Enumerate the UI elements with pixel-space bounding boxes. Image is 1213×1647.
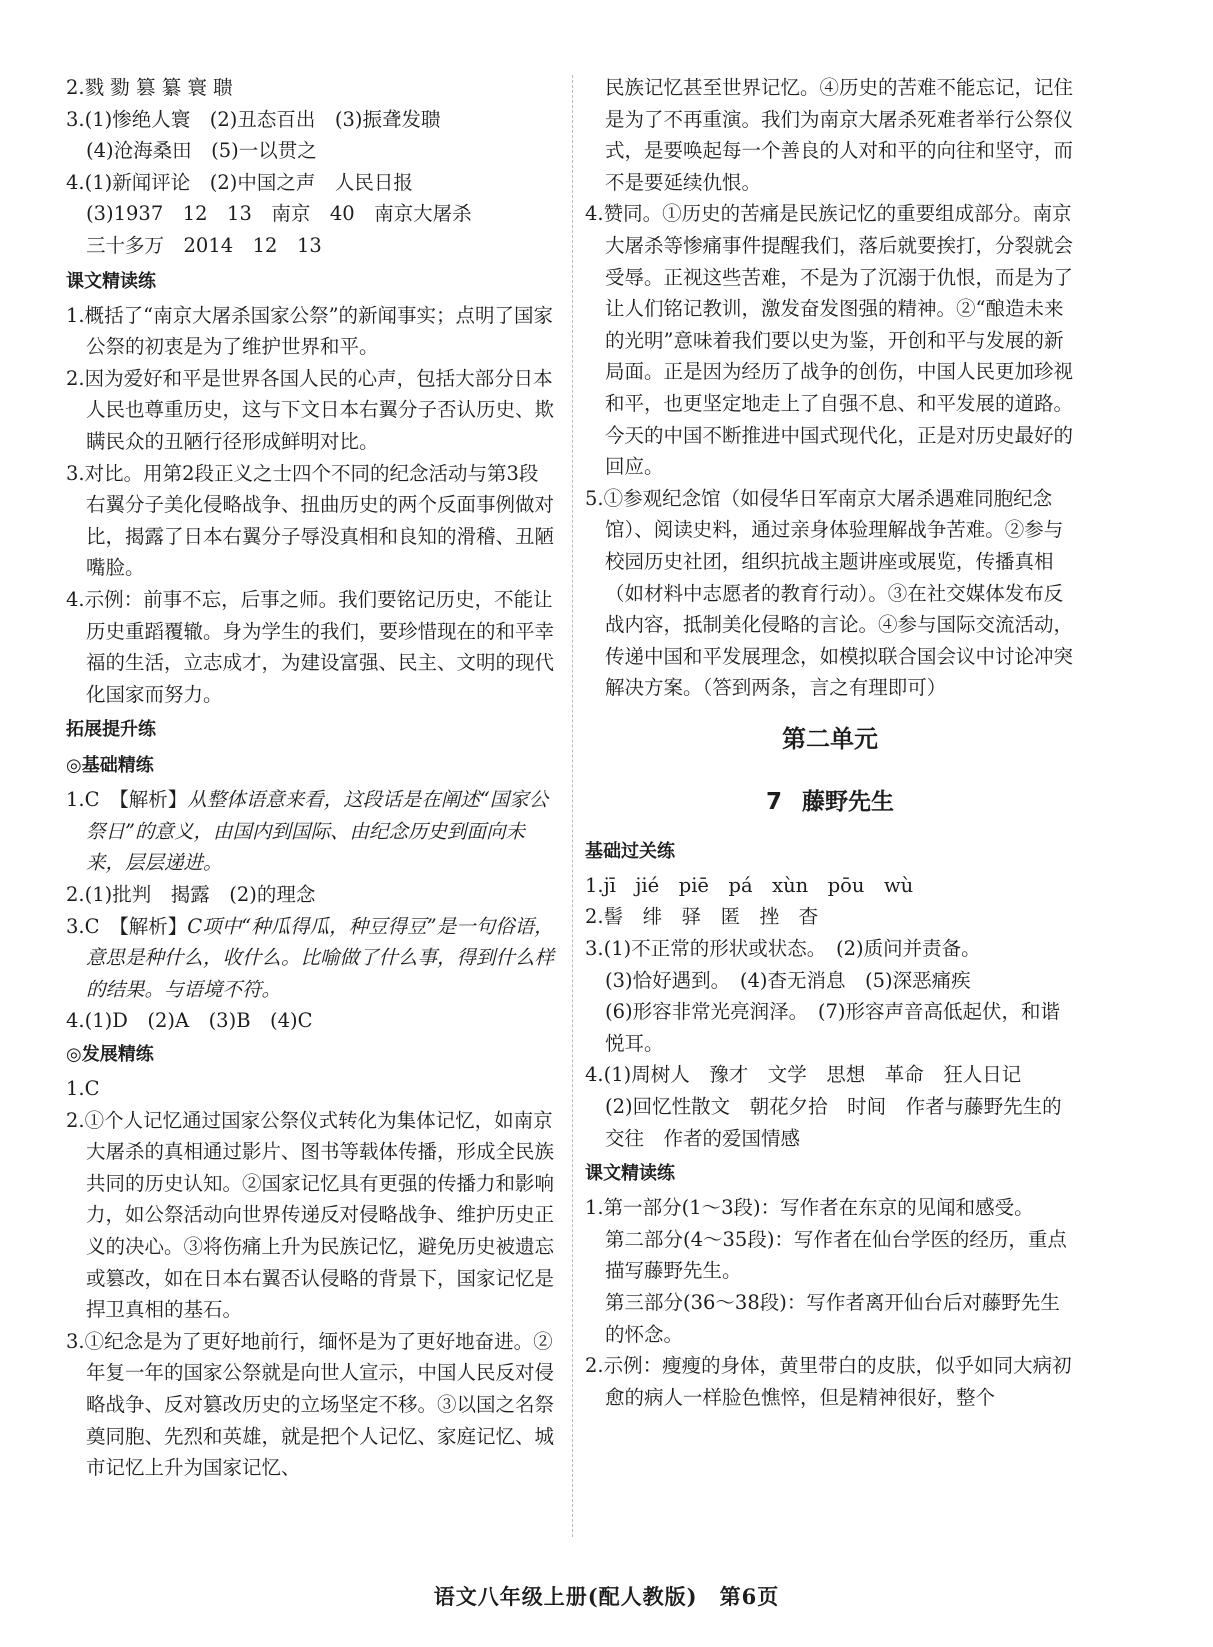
fazhan-answer-1: 1.C [66, 1077, 100, 1101]
fazhan-answer-3-cont: 民族记忆甚至世界记忆。④历史的苦难不能忘记，记住是为了不再重演。我们为南京大屠杀死难者举行公祭仪式，是要唤起每一个善良的人对和平的向往和坚守，而不是要延续仇恨。 [605, 76, 1074, 194]
lesson-title [585, 786, 1075, 818]
answer-text: (1)批判 揭露 (2)的理念 [84, 883, 316, 907]
page-number: 第6页 [719, 1584, 780, 1609]
jichu-answer-3 [66, 911, 556, 1006]
kewen2-line-4: 2.示例：瘦瘦的身体，黄里带白的皮肤，似乎如同大病初愈的病人一样脸色憔悴，但是精神很好，整个 [585, 1354, 1072, 1409]
jichu-line-7: (2)回忆性散文 朝花夕拾 时间 作者与藤野先生的交往 作者的爱国情感 [605, 1095, 1062, 1150]
answer-text: (1)D (2)A (3)B (4)C [84, 1009, 313, 1033]
fazhan-answer-5: 5.①参观纪念馆（如侵华日军南京大屠杀遇难同胞纪念馆）、阅读史料，通过亲身体验理解战争苦难。②参与校园历史社团，组织抗战主题讲座或展览，传播真相（如材料中志愿者的教育行动）。③在社交媒体发布反战内容，抵制美化侵略的言论。④参与国际交流活动，传递中国和平发展理念，如模拟联合国会议中讨论冲突解决方案。（答到两条，言之有理即可） [585, 486, 1074, 700]
fazhan-answer-3: 3.①纪念是为了更好地前行，缅怀是为了更好地奋进。②年复一年的国家公祭就是向世人宣示，中国人民反对侵略战争、反对篡改历史的立场坚定不移。③以国之名祭奠同胞、先烈和英雄，就是把个人记忆、家庭记忆、城市记忆上升为国家记忆、 [66, 1329, 555, 1480]
kewen-answer-2: 2.因为爱好和平是世界各国人民的心声，包括大部分日本人民也尊重历史，这与下文日本右翼分子否认历史、欺瞒民众的丑陋行径形成鲜明对比。 [66, 366, 555, 453]
section-title-jichu-guoguan: 基础过关练 [585, 840, 675, 862]
unit-title: 第二单元 [782, 724, 878, 753]
kewen2-line-2: 第二部分(4～35段)：写作者在仙台学医的经历，重点描写藤野先生。 [605, 1227, 1067, 1283]
right-column [585, 72, 1075, 1413]
subsection-title-jichu: ◎基础精练 [66, 755, 154, 777]
answer-3: 3.(1)惨绝人寰 (2)丑态百出 (3)振聋发聩 [66, 107, 441, 131]
answer-number: 4. [66, 1009, 85, 1033]
answer-3-cont: (4)沧海桑田 (5)一以贯之 [86, 139, 317, 163]
kewen-answer-1: 1.概括了“南京大屠杀国家公祭”的新闻事实；点明了国家公祭的初衷是为了维护世界和平。 [66, 303, 554, 359]
answer-number: 1.C [66, 788, 120, 812]
jichu-answer-1 [66, 784, 556, 879]
kewen-answer-4: 4.示例：前事不忘，后事之师。我们要铭记历史，不能让历史重蹈覆辙。身为学生的我们，要珍惜现在的和平幸福的生活，立志成才，为建设富强、民主、文明的现代化国家而努力。 [66, 587, 555, 706]
page-footer [0, 1581, 1213, 1611]
section-title-kewen-2: 课文精读练 [585, 1163, 675, 1185]
book-title: 语文八年级上册(配人教版) [433, 1584, 698, 1609]
answer-number: 2. [66, 883, 85, 907]
jichu-line-5: (6)形容非常光亮润泽。 (7)形容声音高低起伏，和谐悦耳。 [605, 1000, 1060, 1055]
jichu-line-1: 1.jī jié piē pá xùn pōu wù [585, 873, 914, 897]
kewen2-line-1: 1.第一部分(1～3段)：写作者在东京的见闻和感受。 [585, 1196, 1034, 1220]
jichu-line-2: 2.髻 绯 驿 匿 挫 杳 [585, 905, 819, 929]
analysis-text: 从整体语意来看，这段话是在阐述“国家公祭日”的意义，由国内到国际、由纪念历史到面向未来，层层递进。 [86, 788, 549, 875]
section-title-kewen: 课文精读练 [66, 270, 156, 292]
answer-number: 3.C [66, 914, 120, 938]
subsection-title-fazhan: ◎发展精练 [66, 1044, 154, 1066]
answer-4-cont-1: (3)1937 12 13 南京 40 南京大屠杀 [86, 202, 472, 226]
kewen2-line-3: 第三部分(36～38段)：写作者离开仙台后对藤野先生的怀念。 [605, 1291, 1060, 1346]
jichu-line-6: 4.(1)周树人 豫才 文学 思想 革命 狂人日记 [585, 1063, 1022, 1087]
jichu-answer-4 [66, 1005, 556, 1037]
kewen-answer-3: 3.对比。用第2段正义之士四个不同的纪念活动与第3段右翼分子美化侵略战争、扭曲历史的两个反面事例做对比，揭露了日本右翼分子辱没真相和良知的滑稽、丑陋嘴脸。 [66, 461, 555, 580]
answer-4: 4.(1)新闻评论 (2)中国之声 人民日报 [66, 170, 413, 194]
jichu-answer-2 [66, 879, 556, 911]
lesson-number: 7 [765, 788, 782, 815]
jichu-line-3: 3.(1)不正常的形状或状态。 (2)质问并责备。 [585, 937, 981, 961]
left-column [66, 72, 556, 1484]
answer-2: 2.戮 勠 篡 纂 寰 聩 [66, 76, 233, 99]
column-divider [572, 75, 573, 1537]
jichu-line-4: (3)恰好遇到。 (4)杳无消息 (5)深恶痛疾 [605, 968, 971, 992]
analysis-tag: 【解析】 [119, 914, 188, 938]
analysis-tag: 【解析】 [119, 788, 188, 812]
section-title-tuozhan: 拓展提升练 [66, 719, 156, 741]
answer-4-cont-2: 三十多万 2014 12 13 [86, 233, 322, 257]
lesson-name: 藤野先生 [802, 788, 894, 815]
analysis-text: C项中“种瓜得瓜，种豆得豆”是一句俗语，意思是种什么，收什么。比喻做了什么事，得到什么样的结果。与语境不符。 [86, 914, 555, 1001]
fazhan-answer-4: 4.赞同。①历史的苦痛是民族记忆的重要组成部分。南京大屠杀等惨痛事件提醒我们，落后就要挨打，分裂就会受辱。正视这些苦难，不是为了沉溺于仇恨，而是为了让人们铭记教训，激发奋发图强的精神。②“酿造未来的光明”意味着我们要以史为鉴，开创和平与发展的新局面。正是因为经历了战争的创伤，中国人民更加珍视和平，也更坚定地走上了自强不息、和平发展的道路。今天的中国不断推进中国式现代化，正是对历史最好的回应。 [585, 202, 1074, 479]
fazhan-answer-2: 2.①个人记忆通过国家公祭仪式转化为集体记忆，如南京大屠杀的真相通过影片、图书等载体传播，形成全民族共同的历史认知。②国家记忆具有更强的传播力和影响力，如公祭活动向世界传递反对侵略战争、维护历史正义的决心。③将伤痛上升为民族记忆，避免历史被遗忘或篡改，如在日本右翼否认侵略的背景下，国家记忆是捍卫真相的基石。 [66, 1108, 555, 1322]
